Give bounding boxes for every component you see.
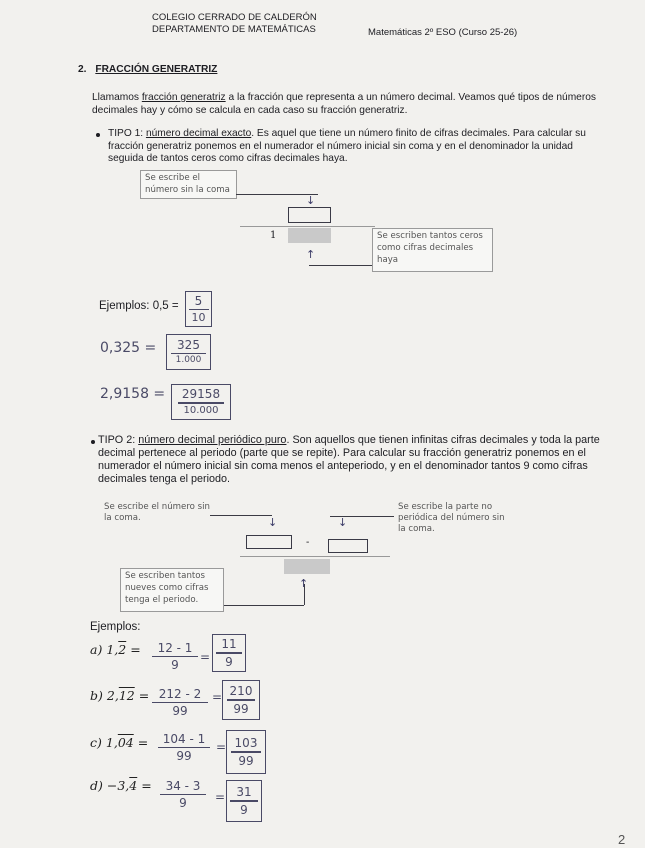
callout-denominator: Se escriben tantos ceros como cifras decimales haya <box>372 228 493 272</box>
connector-line-2 <box>309 265 372 266</box>
tipo2-fraction-bar <box>240 556 390 557</box>
callout-number-no-comma: Se escribe el número sin la coma. <box>104 502 210 523</box>
nines-box <box>284 559 330 574</box>
arrow-up-2-icon: ↑ <box>299 577 309 590</box>
intro-term: fracción generatriz <box>141 92 226 103</box>
example-b-work: 212 - 2 99 <box>152 688 208 717</box>
tipo2-examples-label: Ejemplos: <box>90 621 141 633</box>
example3-lhs: 2,9158 = <box>100 386 166 402</box>
denominator-one: 1 <box>270 230 277 241</box>
tipo1-examples-label: Ejemplos: 0,5 = <box>99 300 179 312</box>
example-d-work: 34 - 3 9 <box>160 780 206 809</box>
bullet-tipo2 <box>91 440 95 444</box>
callout-numerator: Se escribe el número sin la coma <box>140 170 237 199</box>
example2-lhs: 0,325 = <box>100 340 157 356</box>
fraction-bar <box>240 226 375 227</box>
example-a-result: 11 9 <box>212 634 246 672</box>
section-number: 2. <box>78 64 87 75</box>
example-c-work: 104 - 1 99 <box>158 733 210 762</box>
example-d-lhs: d) −3,4 = <box>90 778 152 793</box>
section-title: FRACCIÓN GENERATRIZ <box>95 64 218 75</box>
minus-sign: - <box>306 537 310 548</box>
tipo1-term: número decimal exacto <box>145 128 252 139</box>
callout-nines: Se escriben tantos nueves como cifras tenga el periodo. <box>120 568 224 612</box>
denominator-zeros-box <box>288 228 331 243</box>
numerator-box <box>288 207 331 223</box>
example-a-work: 12 - 1 9 <box>152 642 198 671</box>
example-d-result: 31 9 <box>226 780 262 822</box>
example-b-result: 210 99 <box>222 680 260 720</box>
course-label: Matemáticas 2º ESO (Curso 25-26) <box>368 27 518 38</box>
tipo2-term: número decimal periódico puro <box>138 434 287 446</box>
tipo2-paragraph: TIPO 2: número decimal periódico puro. Son aquellos que tienen infinitas cifras decimales y toda la parte decimal pertenece al periodo (parte que se repite). Para calcular su fracción generatriz ponemos en el numerador el número inicial sin coma menos el anteperiodo, y en el denominador tantos 9 como cifras decimales tenga el periodo. <box>98 434 600 485</box>
arrow-down-icon: ↓ <box>306 194 316 207</box>
connector-bottom <box>224 605 304 606</box>
connector-left <box>210 515 272 516</box>
bullet-tipo1 <box>96 133 100 137</box>
example-c-result: 103 99 <box>226 730 266 774</box>
arrow-down-right-icon: ↓ <box>338 516 348 529</box>
arrow-up-icon: ↑ <box>306 248 316 261</box>
example2-fraction: 325 1.000 <box>166 334 211 370</box>
example-c-lhs: c) 1,04 = <box>90 735 149 750</box>
example3-fraction: 29158 10.000 <box>171 384 231 420</box>
section-heading <box>78 64 217 77</box>
page-number: 2 <box>618 832 626 847</box>
example-a-lhs: a) 1,2 = <box>90 642 141 657</box>
example1-fraction: 5 10 <box>185 291 212 327</box>
minuend-box <box>246 535 292 549</box>
school-name: COLEGIO CERRADO DE CALDERÓN <box>152 12 317 23</box>
department-name: DEPARTAMENTO DE MATEMÁTICAS <box>152 24 316 35</box>
intro-paragraph: Llamamos fracción generatriz a la fracción que representa a un número decimal. Veamos qué tipos de números decimales hay y cómo se calcula en cada caso su fracción generatriz. <box>92 92 597 116</box>
arrow-down-left-icon: ↓ <box>268 516 278 529</box>
callout-non-periodic: Se escribe la parte no periódica del número sin la coma. <box>398 502 505 534</box>
subtrahend-box <box>328 539 368 553</box>
tipo1-paragraph: TIPO 1: número decimal exacto. Es aquel que tiene un número finito de cifras decimales. Para calcular su fracción generatriz ponemos en el numerador el número inicial sin coma y en el denominador la unidad seguida de tantos ceros como cifras decimales haya. <box>108 128 586 165</box>
example-b-lhs: b) 2,12 = <box>90 688 150 703</box>
